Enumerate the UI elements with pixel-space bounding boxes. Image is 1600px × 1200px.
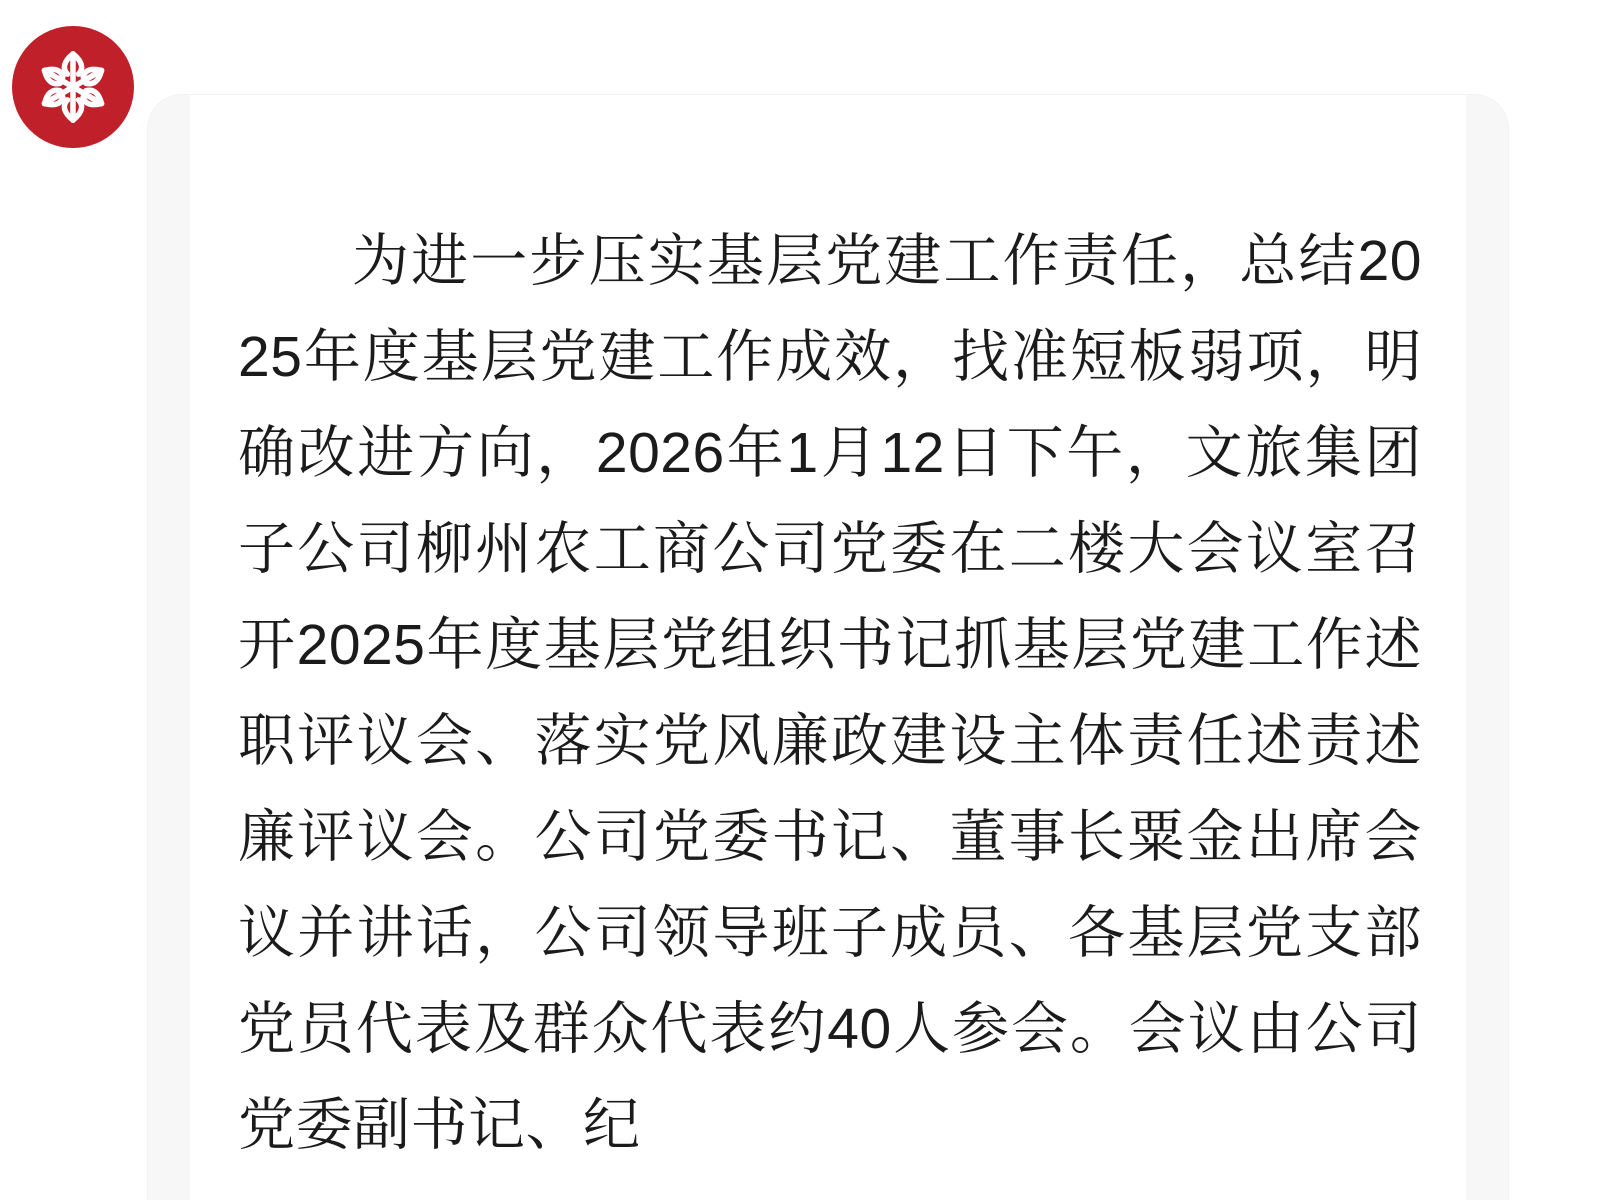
snowflake-emblem-icon [12, 26, 134, 148]
article-card-content [190, 95, 1466, 1200]
article-card [148, 95, 1508, 1200]
article-text [238, 213, 1422, 1173]
article-paragraph: 为进一步压实基层党建工作责任，总结2025年度基层党建工作成效，找准短板弱项，明确改进方向，2026年1月12日下午，文旅集团子公司柳州农工商公司党委在二楼大会议室召开2025年度基层党组织书记抓基层党建工作述职评议会、落实党风廉政建设主体责任述责述廉评议会。公司党委书记、董事长粟金出席会议并讲话，公司领导班子成员、各基层党支部党员代表及群众代表约40人参会。会议由公司党委副书记、纪 [238, 229, 1422, 1157]
